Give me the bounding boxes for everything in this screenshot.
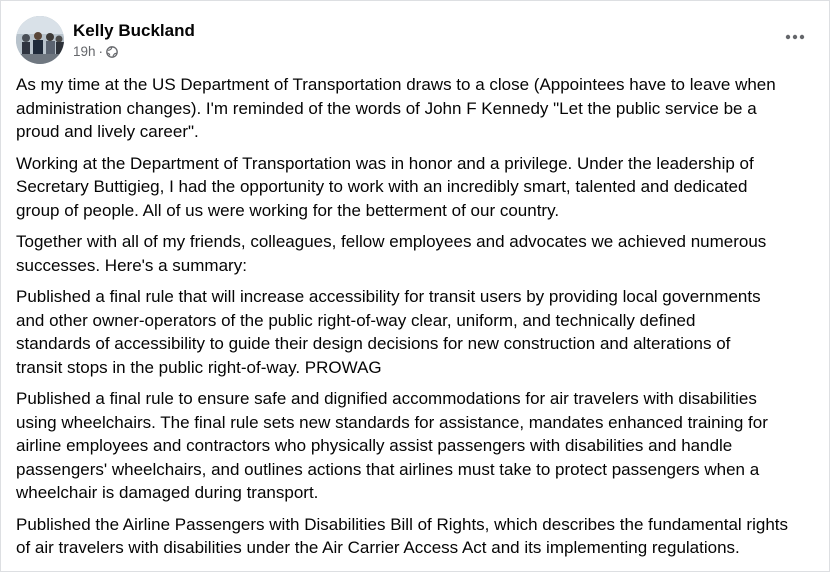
paragraph-line: transit stops in the public right-of-way. PROWAG [16,357,382,377]
paragraph-line: standards of accessibility to guide their design decisions for new construction and alterations of [16,334,731,353]
paragraph-line: wheelchair is damaged during transport. [16,483,319,502]
paragraph-line: proud and lively career". [16,122,199,141]
more-dots-icon [785,34,805,40]
paragraph-line: Working at the Department of Transportation was in honor and a privilege. Under the leadership of [16,153,754,173]
paragraph-line: successes. Here's a summary: [16,255,247,275]
paragraph-line: passengers' wheelchairs, and outlines actions that airlines must take to protect passengers when a [16,459,760,479]
paragraph-line: Published the Airline Passengers with Disabilities Bill of Rights, which describes the fundamental rights [16,514,788,534]
paragraph-line: Together with all of my friends, colleagues, fellow employees and advocates we achieved numerous [16,232,767,251]
paragraph-line: As my time at the US Department of Transportation draws to a close (Appointees have to leave when [16,75,776,94]
globe-icon[interactable] [106,46,118,58]
paragraph-line: airline employees and contractors who physically assist passengers with disabilities and handle [16,436,733,455]
post-paragraph [16,285,821,379]
post-header [16,16,195,64]
author-name[interactable]: Kelly Buckland [73,20,195,40]
paragraph-line: Secretary Buttigieg, I had the opportunity to work with an incredibly smart, talented and dedicated [16,177,748,196]
post-paragraph [16,513,821,560]
timestamp[interactable]: 19h [73,43,96,59]
post-paragraph [16,152,821,223]
post-paragraph [16,230,821,277]
avatar[interactable] [16,16,64,64]
post-paragraph [16,387,821,505]
meta-separator: · [98,43,104,59]
paragraph-line: and other owner-operators of the public right-of-way clear, uniform, and technically defined [16,310,696,330]
paragraph-line: Published a final rule that will increase accessibility for transit users by providing local governments [16,287,761,306]
paragraph-line: group of people. All of us were working for the betterment of our country. [16,200,560,220]
post-body [16,73,821,568]
paragraph-line: of air travelers with disabilities under the Air Carrier Access Act and its implementing regulations. [16,538,740,557]
paragraph-line: using wheelchairs. The final rule sets new standards for assistance, mandates enhanced training for [16,412,768,432]
post-meta [73,43,195,61]
author-block [73,20,195,61]
paragraph-line: Published a final rule to ensure safe and dignified accommodations for air travelers with disabilities [16,389,757,408]
paragraph-line: administration changes). I'm reminded of the words of John F Kennedy "Let the public service be a [16,98,757,118]
more-options-button[interactable] [777,25,813,49]
post-paragraph [16,73,821,144]
